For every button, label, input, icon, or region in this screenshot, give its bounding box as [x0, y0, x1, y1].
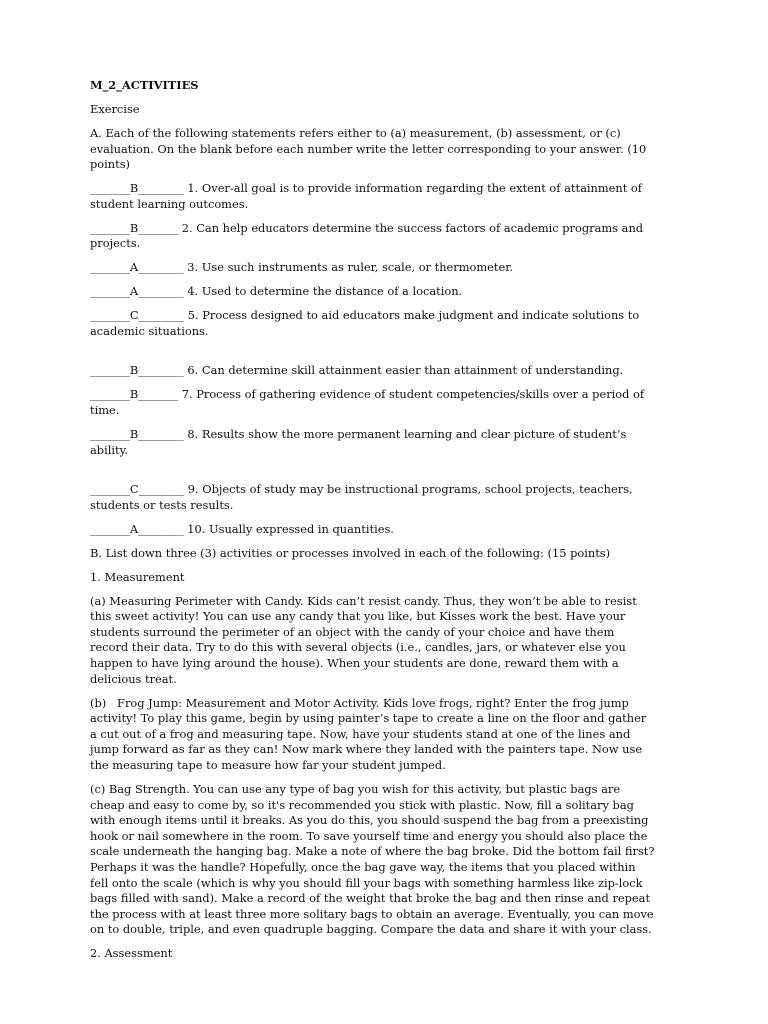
question-item-6 — [90, 363, 656, 379]
question-text: 10. Usually expressed in quantities. — [183, 521, 394, 536]
answer-blank: _______C________ — [90, 482, 185, 497]
document-body — [90, 78, 656, 970]
question-item-2 — [90, 221, 656, 252]
activity-paragraph-a: (a) Measuring Perimeter with Candy. Kids can’t resist candy. Thus, they won’t be able to resist this sweet activity! You can use any candy that you like, but Kisses work the best. Have your students surround the perimeter of an object with the candy of your choice and have them record their data. Try to do this with several objects (i.e., candles, jars, or whatever else you happen to have lying around the house). When your students are done, reward them with a delicious treat. — [90, 593, 637, 686]
measurement-heading: 1. Measurement — [90, 569, 185, 584]
question-item-10 — [90, 522, 656, 538]
answer-blank: _______A________ — [90, 260, 184, 275]
answer-blank: _______B________ — [90, 427, 184, 441]
exercise-heading: Exercise — [90, 101, 140, 116]
part-b-instructions: B. List down three (3) activities or processes involved in each of the following: (15 points) — [90, 545, 611, 560]
answer-blank: _______C________ — [90, 308, 185, 323]
question-item-3 — [90, 260, 656, 276]
answer-blank: _______A________ — [90, 521, 184, 536]
activity-paragraph-c: (c) Bag Strength. You can use any type of bag you wish for this activity, but plastic bags are cheap and easy to come by, so it's recommended you stick with plastic. Now, fill a solitary bag with enough items until it breaks. As you do this, you should suspend the bag from a preexisting hook or nail somewhere in the room. To save yourself time and energy you should also place the scale underneath the hanging bag. Make a note of where the bag broke. Did the bottom fail first? Perhaps it was the handle? Hopefully, once the bag gave way, the items that you placed within fell onto the scale (which is why you should fill your bags with something harmless like zip-lock bags filled with sand). Make a record of the weight that broke the bag and then rinse and repeat the process with at least three more solitary bags to obtain an average. Eventually, you can move on to double, triple, and even quadruple bagging. Compare the data and share it with your class. — [90, 782, 655, 937]
question-item-8 — [90, 427, 656, 458]
question-text: 2. Can help educators determine the success factors of academic programs and projects. — [90, 220, 644, 251]
question-item-1 — [90, 181, 656, 212]
question-text: 7. Process of gathering evidence of student competencies/skills over a period of time. — [90, 387, 645, 418]
question-item-4 — [90, 284, 656, 300]
question-text: 8. Results show the more permanent learning and clear picture of student’s ability. — [90, 427, 627, 457]
question-text: 6. Can determine skill attainment easier than attainment of understanding. — [183, 363, 624, 378]
part-a-instructions: A. Each of the following statements refers either to (a) measurement, (b) assessment, or (c) evaluation. On the blank before each number write the letter corresponding to your answer. (10 points) — [90, 125, 647, 172]
answer-blank: _______B________ — [90, 181, 184, 196]
answer-blank: _______B_______ — [90, 387, 179, 402]
blank-line — [90, 348, 656, 364]
question-text: 9. Objects of study may be instructional programs, school projects, teachers, students or tests results. — [90, 482, 633, 512]
question-item-9 — [90, 482, 656, 513]
answer-blank: _______A________ — [90, 284, 184, 299]
answer-blank: _______B________ — [90, 363, 184, 378]
question-item-7 — [90, 387, 656, 418]
answer-blank: _______B_______ — [90, 220, 179, 235]
blank-line — [90, 467, 656, 483]
question-text: 1. Over-all goal is to provide information regarding the extent of attainment of student learning outcomes. — [90, 181, 642, 211]
assessment-heading: 2. Assessment — [90, 946, 173, 961]
question-text: 5. Process designed to aid educators make judgment and indicate solutions to academic situations. — [90, 308, 640, 338]
question-text: 4. Used to determine the distance of a location. — [183, 284, 463, 299]
question-item-5 — [90, 308, 656, 339]
activity-paragraph-b: (b) Frog Jump: Measurement and Motor Activity. Kids love frogs, right? Enter the frog jump activity! To play this game, begin by using painter’s tape to create a line on the floor and gather a cut out of a frog and measuring tape. Now, have your students stand at one of the lines and jump forward as far as they can! Now mark where they landed with the painters tape. Now use the measuring tape to measure how far your student jumped. — [90, 695, 650, 773]
question-text: 3. Use such instruments as ruler, scale, or thermometer. — [183, 260, 514, 275]
document-title: M_2_ACTIVITIES — [90, 78, 199, 92]
